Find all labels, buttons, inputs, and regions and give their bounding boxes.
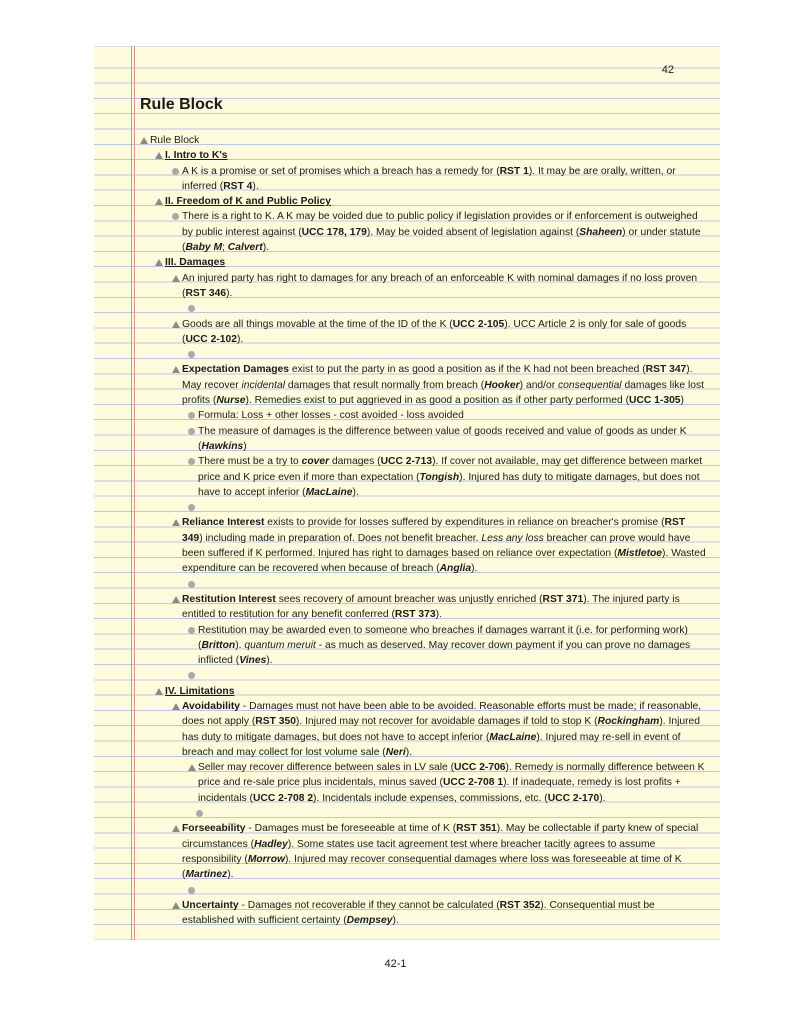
disclosure-triangle-icon[interactable] bbox=[155, 259, 163, 266]
outline-row bbox=[94, 408, 706, 423]
outline-text: Reliance Interest bbox=[182, 517, 265, 529]
outline-text: exist to put the party in as good a position as if the K had not been breached ( bbox=[289, 364, 646, 376]
bullet-dot-icon bbox=[188, 627, 195, 634]
bullet-dot-icon bbox=[196, 810, 203, 817]
outline-text: ). bbox=[236, 333, 244, 345]
outline-text: Hooker bbox=[484, 379, 520, 391]
outline-text: ). UCC Article 2 is only for sale of goods ( bbox=[182, 318, 687, 345]
outline-text: Dempsey bbox=[346, 915, 393, 927]
section-heading: I. Intro to K's bbox=[165, 150, 228, 162]
outline-text: ). bbox=[392, 915, 399, 927]
bullet-dot-icon bbox=[188, 581, 195, 588]
outline-text: breacher can prove would have been suffered if K performed. Injured has right to damages based on reliance over expectation ( bbox=[182, 532, 691, 560]
outline-row bbox=[94, 148, 706, 163]
page-footer: 42-1 bbox=[384, 958, 407, 970]
outline-text: ). bbox=[352, 486, 359, 498]
disclosure-triangle-icon[interactable] bbox=[188, 764, 196, 771]
page-title: Rule Block bbox=[140, 96, 223, 113]
outline-text: ). The injured party is entitled to restitution for any benefit conferred ( bbox=[182, 593, 680, 621]
outline-text: MacLaine bbox=[305, 486, 353, 498]
outline-text: UCC 178, 179 bbox=[301, 226, 367, 238]
outline-text: UCC 2-105 bbox=[452, 318, 505, 330]
outline-text: Nurse bbox=[216, 395, 246, 407]
outline-row bbox=[94, 362, 706, 408]
outline-text: ). May be voided absent of legislation against ( bbox=[366, 226, 580, 238]
outline-row bbox=[94, 271, 706, 302]
outline-row bbox=[94, 821, 706, 882]
disclosure-triangle-icon[interactable] bbox=[172, 902, 180, 909]
outline-text: There is a right to K. A K may be voided due to public policy if legislation provides or if enforcement is outweighed by public interest against ( bbox=[182, 211, 698, 238]
outline-text: - Damages must be foreseeable at time of K ( bbox=[245, 823, 457, 835]
outline-text: ) and/or bbox=[519, 379, 559, 391]
section-heading: II. Freedom of K and Public Policy bbox=[165, 196, 331, 208]
disclosure-triangle-icon[interactable] bbox=[172, 366, 180, 373]
outline-text: damages like lost profits ( bbox=[182, 379, 704, 407]
disclosure-triangle-icon[interactable] bbox=[172, 596, 180, 603]
outline-row bbox=[94, 209, 706, 255]
outline-row bbox=[94, 133, 706, 148]
outline-text: cover bbox=[301, 456, 330, 468]
outline-text: Morrow bbox=[247, 853, 285, 865]
outline-row bbox=[94, 317, 706, 348]
outline-text: - Damages must not have been able to be avoided. Reasonable efforts must be made; if reasonable, does not apply ( bbox=[182, 700, 702, 728]
outline-text: RST 373 bbox=[394, 609, 436, 621]
outline-text: Formula: Loss + other losses - cost avoided - loss avoided bbox=[198, 410, 464, 422]
outline-text: Expectation Damages bbox=[182, 364, 290, 376]
outline-text: Calvert bbox=[227, 242, 263, 254]
outline-text: Hadley bbox=[254, 838, 288, 850]
outline-text: ) bbox=[243, 440, 247, 452]
outline bbox=[94, 133, 720, 928]
outline-text: - as much as deserved. May recover down payment if you can prove no damages inflicted ( bbox=[198, 639, 691, 667]
outline-text: RST 347 bbox=[645, 364, 687, 376]
outline-text: ). May be collectable if party knew of special circumstances ( bbox=[182, 823, 699, 850]
outline-text: Less any loss bbox=[481, 532, 544, 544]
outline-text: Uncertainty bbox=[182, 899, 239, 911]
outline-text: ). bbox=[599, 792, 606, 804]
outline-row bbox=[94, 760, 706, 806]
outline-text: Baby M bbox=[185, 242, 223, 254]
disclosure-triangle-icon[interactable] bbox=[140, 137, 148, 144]
bullet-dot-icon bbox=[188, 458, 195, 465]
outline-text: incidental bbox=[241, 379, 286, 391]
outline-row bbox=[94, 806, 706, 821]
outline-text: ). bbox=[252, 180, 259, 192]
outline-text: ). bbox=[226, 287, 233, 299]
outline-text: An injured party has right to damages for any breach of an enforceable K with nominal damages if no loss proven ( bbox=[182, 272, 698, 299]
outline-text: RST 371 bbox=[542, 593, 584, 605]
outline-row bbox=[94, 883, 706, 898]
outline-row bbox=[94, 577, 706, 592]
outline-text: ). bbox=[235, 639, 245, 651]
outline-text: ). Injured may not recover for avoidable damages if told to stop K ( bbox=[295, 716, 598, 728]
outline-row bbox=[94, 684, 706, 699]
disclosure-triangle-icon[interactable] bbox=[172, 825, 180, 832]
disclosure-triangle-icon[interactable] bbox=[155, 688, 163, 695]
outline-text: ). Injured has duty to mitigate damages, but does not have to accept inferior ( bbox=[198, 471, 700, 498]
outline-row bbox=[94, 424, 706, 455]
outline-text: ). It may be are orally, written, or inferred ( bbox=[182, 165, 676, 192]
outline-text: quantum meruit bbox=[244, 639, 316, 651]
outline-text: ). If cover not available, may get difference between market price and K price even if more than expectation ( bbox=[198, 456, 703, 483]
outline-text: damages that result normally from breach ( bbox=[285, 379, 485, 391]
page-number: 42 bbox=[661, 64, 674, 76]
bullet-dot-icon bbox=[188, 672, 195, 679]
outline-text: ). May recover bbox=[182, 364, 693, 391]
outline-row bbox=[94, 668, 706, 683]
outline-text: ) bbox=[680, 395, 684, 407]
outline-text: ) including made in preparation of. Does not benefit breacher. bbox=[199, 532, 482, 544]
outline-text: ). Some states use tacit agreement test where breacher tacitly agrees to assume responsibility ( bbox=[182, 838, 656, 865]
outline-text: ). Injured may recover consequential damages where loss was foreseeable at time of K ( bbox=[182, 853, 682, 881]
outline-text: ). Injured has duty to mitigate damages, but does not have to accept inferior ( bbox=[182, 716, 700, 743]
outline-text: UCC 1-305 bbox=[629, 395, 681, 407]
disclosure-triangle-icon[interactable] bbox=[155, 198, 163, 205]
bullet-dot-icon bbox=[188, 428, 195, 435]
outline-text: UCC 2-708 2 bbox=[252, 792, 314, 804]
outline-text: ). Incidentals include expenses, commissions, etc. ( bbox=[313, 792, 548, 804]
outline-text: Restitution Interest bbox=[182, 593, 276, 605]
outline-row bbox=[94, 500, 706, 515]
outline-row bbox=[94, 454, 706, 500]
outline-text: - Damages not recoverable if they cannot be calculated ( bbox=[238, 899, 500, 911]
bullet-dot-icon bbox=[188, 305, 195, 312]
outline-row bbox=[94, 164, 706, 195]
bullet-dot-icon bbox=[188, 504, 195, 511]
outline-text: ). Consequential must be established with sufficient certainty ( bbox=[182, 899, 655, 927]
disclosure-triangle-icon[interactable] bbox=[155, 152, 163, 159]
outline-text: ). bbox=[405, 746, 413, 758]
outline-text: Shaheen bbox=[579, 226, 623, 238]
outline-text: Tongish bbox=[419, 471, 460, 483]
outline-text: UCC 2-713 bbox=[380, 456, 433, 468]
section-heading: IV. Limitations bbox=[165, 685, 235, 697]
outline-text: The measure of damages is the difference between value of goods received and value of goods as under K ( bbox=[198, 425, 687, 452]
outline-text: Neri bbox=[385, 746, 406, 758]
outline-text: A K is a promise or set of promises which a breach has a remedy for ( bbox=[182, 165, 500, 177]
outline-text: Hawkins bbox=[201, 440, 244, 452]
disclosure-triangle-icon[interactable] bbox=[172, 321, 180, 328]
outline-row bbox=[94, 515, 706, 576]
outline-text: Rockingham bbox=[597, 716, 660, 728]
outline-text: Rule Block bbox=[150, 135, 200, 146]
outline-row bbox=[94, 301, 706, 316]
outline-text: consequential bbox=[558, 379, 622, 391]
outline-row bbox=[94, 347, 706, 362]
outline-text: Avoidability bbox=[182, 700, 240, 712]
outline-text: RST 1 bbox=[499, 165, 529, 177]
outline-text: ). Remedies exist to put aggrieved in as good a position as if other party performed ( bbox=[245, 395, 630, 407]
outline-text: Goods are all things movable at the time of the ID of the K ( bbox=[182, 318, 453, 330]
bullet-dot-icon bbox=[172, 168, 179, 175]
outline-text: Forseeability bbox=[182, 823, 246, 835]
outline-text: There must be a try to bbox=[198, 456, 302, 468]
outline-text: damages ( bbox=[329, 456, 381, 468]
outline-text: UCC 2-102 bbox=[185, 333, 237, 345]
outline-row bbox=[94, 255, 706, 270]
outline-text: RST 351 bbox=[456, 823, 497, 835]
outline-text: Martinez bbox=[185, 869, 228, 881]
outline-text: ). Wasted expenditure can be recovered when because of breach ( bbox=[182, 548, 706, 575]
outline-text: Mistletoe bbox=[617, 548, 663, 560]
outline-text: ). If inadequate, remedy is lost profits + incidentals ( bbox=[198, 777, 681, 804]
outline-text: RST 350 bbox=[255, 716, 296, 728]
outline-text: ). Injured may re-sell in event of breach and may collect for lost volume sale ( bbox=[182, 731, 681, 758]
outline-text: Britton bbox=[201, 639, 236, 651]
outline-text: RST 346 bbox=[185, 287, 227, 299]
section-heading: III. Damages bbox=[165, 257, 226, 269]
disclosure-triangle-icon[interactable] bbox=[172, 519, 180, 526]
outline-row bbox=[94, 898, 706, 929]
outline-text: ) or under statute ( bbox=[182, 226, 701, 254]
bullet-dot-icon bbox=[188, 412, 195, 419]
outline-row bbox=[94, 699, 706, 760]
outline-text: RST 349 bbox=[182, 517, 686, 544]
outline-row bbox=[94, 623, 706, 669]
outline-row bbox=[94, 194, 706, 209]
outline-text: ). bbox=[471, 563, 478, 575]
outline-text: ). bbox=[262, 242, 270, 254]
outline-text: UCC 2-706 bbox=[454, 762, 506, 774]
outline-text: RST 4 bbox=[223, 180, 253, 192]
outline-row bbox=[94, 592, 706, 623]
outline-text: Restitution may be awarded even to someone who breaches if damages warrant it (i.e. for performing work) ( bbox=[198, 624, 688, 651]
outline-text: ). bbox=[227, 869, 234, 881]
outline-text: sees recovery of amount breacher was unjustly enriched ( bbox=[275, 593, 543, 605]
disclosure-triangle-icon[interactable] bbox=[172, 703, 180, 710]
outline-text: ). bbox=[435, 609, 442, 621]
bullet-dot-icon bbox=[188, 351, 195, 358]
outline-text: UCC 2-170 bbox=[547, 792, 600, 804]
outline-text: ). bbox=[266, 655, 273, 667]
disclosure-triangle-icon[interactable] bbox=[172, 275, 180, 282]
outline-text: UCC 2-708 1 bbox=[442, 777, 504, 789]
bullet-dot-icon bbox=[188, 887, 195, 894]
outline-text: exists to provide for losses suffered by expenditures in reliance on breacher's promise ( bbox=[264, 517, 665, 529]
bullet-dot-icon bbox=[172, 213, 179, 220]
notebook-page bbox=[94, 46, 720, 940]
outline-text: RST 352 bbox=[499, 899, 541, 911]
outline-text: MacLaine bbox=[489, 731, 537, 743]
outline-text: ). Remedy is normally difference between K price and re-sale price plus incidentals, minus saved ( bbox=[198, 762, 705, 789]
outline-text: ; bbox=[222, 242, 228, 254]
outline-text: Seller may recover difference between sales in LV sale ( bbox=[198, 762, 455, 774]
outline-text: Anglia bbox=[439, 563, 472, 575]
outline-text: Vines bbox=[239, 655, 267, 667]
